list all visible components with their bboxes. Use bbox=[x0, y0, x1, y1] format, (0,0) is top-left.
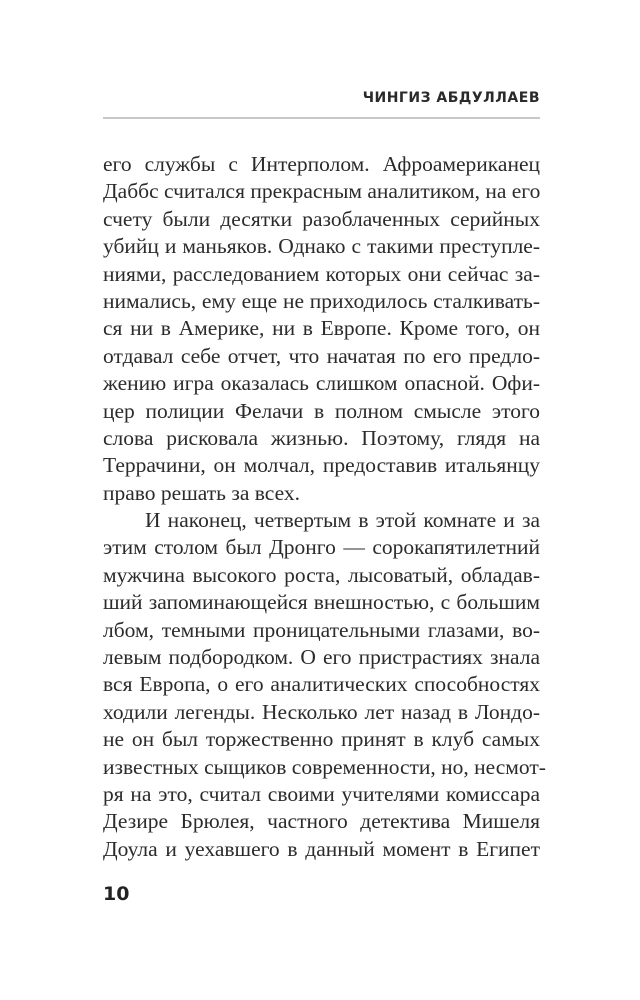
text-line: левым подбородком. О его пристрастиях знала bbox=[103, 645, 540, 670]
text-line: ся ни в Америке, ни в Европе. Кроме того, он bbox=[103, 316, 540, 341]
text-line-paragraph-start: И наконец, четвертым в этой комнате и за bbox=[145, 508, 540, 533]
page-number: 10 bbox=[103, 883, 130, 905]
text-line: счету были десятки разоблаченных серийных bbox=[103, 206, 540, 231]
text-line: ря на это, считал своими учителями комиссара bbox=[103, 781, 540, 806]
text-line: известных сыщиков современности, но, несмот- bbox=[103, 754, 546, 779]
header-divider bbox=[103, 117, 540, 119]
text-line: мужчина высокого роста, лысоватый, обладав- bbox=[103, 562, 540, 587]
text-line: цер полиции Фелачи в полном смысле этого bbox=[103, 398, 540, 423]
text-line: слова рисковала жизнью. Поэтому, глядя на bbox=[103, 425, 540, 450]
running-header-author: ЧИНГИЗ АБДУЛЛАЕВ bbox=[362, 90, 540, 106]
text-line: не он был торжественно принят в клуб самых bbox=[103, 727, 540, 752]
text-line: лбом, темными проницательными глазами, во- bbox=[103, 617, 540, 642]
text-line: ниями, расследованием которых они сейчас за- bbox=[103, 261, 540, 286]
text-line: ший запоминающейся внешностью, с большим bbox=[103, 590, 540, 615]
text-line: право решать за всех. bbox=[103, 480, 300, 505]
text-line: Террачини, он молчал, предоставив итальянцу bbox=[103, 453, 540, 478]
text-line: отдавал себе отчет, что начатая по его предло- bbox=[103, 343, 540, 368]
text-line: Доула и уехавшего в данный момент в Египет bbox=[103, 836, 540, 861]
text-line: этим столом был Дронго — сорокапятилетний bbox=[103, 535, 540, 560]
text-line: жению игра оказалась слишком опасной. Офи- bbox=[103, 371, 540, 396]
text-line: нимались, ему еще не приходилось сталкивать- bbox=[103, 288, 540, 313]
text-line: Дезире Брюлея, частного детектива Мишеля bbox=[103, 809, 540, 834]
text-line: его службы с Интерполом. Афроамериканец bbox=[103, 152, 540, 176]
text-line: ходили легенды. Несколько лет назад в Лондо- bbox=[103, 699, 540, 724]
text-line: вся Европа, о его аналитических способностях bbox=[103, 672, 540, 697]
text-line: убийц и маньяков. Однако с такими преступле- bbox=[103, 234, 540, 259]
text-line: Даббс считался прекрасным аналитиком, на его bbox=[103, 179, 541, 204]
page-body-text bbox=[103, 151, 546, 863]
